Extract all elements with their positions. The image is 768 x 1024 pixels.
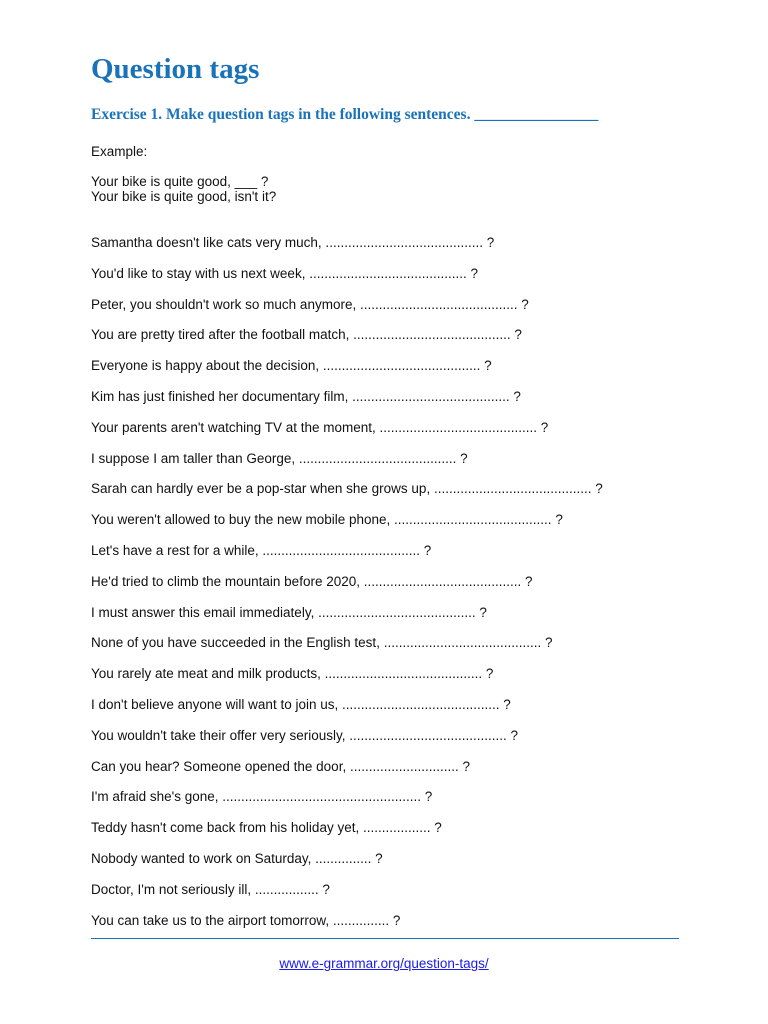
sentence-item: Let's have a rest for a while, .......................................... ? — [91, 542, 432, 558]
footer — [0, 956, 768, 972]
sentence-item: Your parents aren't watching TV at the moment, .......................................... ? — [91, 419, 549, 435]
footer-link[interactable]: www.e-grammar.org/question-tags/ — [279, 956, 489, 971]
sentence-item: Kim has just finished her documentary film, .......................................... ? — [91, 388, 521, 404]
sentence-item: You can take us to the airport tomorrow, ............... ? — [91, 912, 401, 928]
sentence-item: I'm afraid she's gone, ..................................................... ? — [91, 789, 433, 805]
sentence-list — [91, 235, 603, 943]
sentence-item: Everyone is happy about the decision, .......................................... ? — [91, 358, 492, 374]
sentence-item: Sarah can hardly ever be a pop-star when she grows up, .......................................... ? — [91, 481, 603, 497]
footer-divider — [91, 938, 679, 939]
example-answer: Your bike is quite good, isn't it? — [91, 189, 277, 204]
example-question: Your bike is quite good, ___ ? — [91, 174, 269, 189]
sentence-item: I don't believe anyone will want to join us, .......................................... ? — [91, 696, 511, 712]
exercise-heading: Exercise 1. Make question tags in the following sentences. ________________ — [91, 106, 599, 123]
sentence-item: Can you hear? Someone opened the door, ............................. ? — [91, 758, 470, 774]
sentence-item: Doctor, I'm not seriously ill, ................. ? — [91, 881, 330, 897]
sentence-item: I suppose I am taller than George, .......................................... ? — [91, 450, 468, 466]
sentence-item: Nobody wanted to work on Saturday, ............... ? — [91, 850, 383, 866]
sentence-item: Samantha doesn't like cats very much, .......................................... ? — [91, 235, 495, 250]
sentence-item: Teddy hasn't come back from his holiday yet, .................. ? — [91, 820, 442, 836]
sentence-item: None of you have succeeded in the English test, .......................................... ? — [91, 635, 553, 651]
sentence-item: He'd tried to climb the mountain before 2020, .......................................... ? — [91, 573, 533, 589]
sentence-item: I must answer this email immediately, .......................................... ? — [91, 604, 487, 620]
sentence-item: You rarely ate meat and milk products, .......................................... ? — [91, 666, 494, 682]
sentence-item: You weren't allowed to buy the new mobile phone, .......................................... ? — [91, 512, 563, 528]
example-label: Example: — [91, 144, 148, 159]
sentence-item: You are pretty tired after the football match, .......................................... ? — [91, 327, 522, 343]
sentence-item: Peter, you shouldn't work so much anymore, .......................................... ? — [91, 296, 529, 312]
sentence-item: You'd like to stay with us next week, .......................................... ? — [91, 265, 478, 281]
page-title: Question tags — [91, 53, 260, 85]
sentence-item: You wouldn't take their offer very seriously, .......................................... ? — [91, 727, 519, 743]
